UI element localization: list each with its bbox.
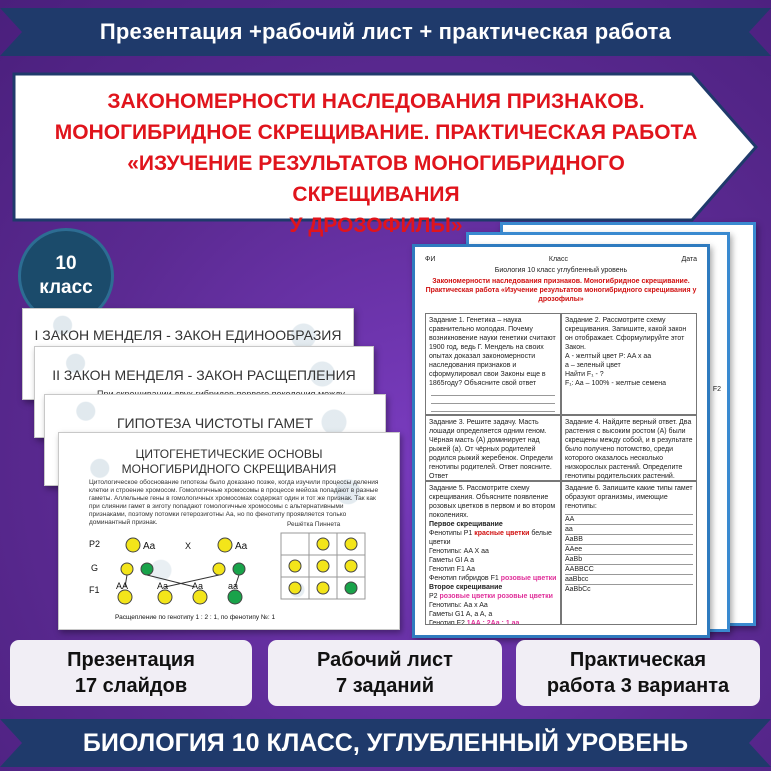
cross-x: X	[185, 541, 192, 551]
top-ribbon	[0, 8, 771, 56]
worksheet-front	[412, 244, 710, 638]
p2-label: P2	[89, 539, 101, 549]
task-6-row: aaBbcc	[565, 574, 693, 584]
gamete-2	[141, 563, 153, 575]
ribbon-notch-left	[0, 8, 22, 56]
punnett-label: Решётка Пиннета	[287, 521, 341, 528]
top-ribbon-text: Презентация +рабочий лист + практическая работа	[22, 8, 749, 56]
task-6-row: AAee	[565, 544, 693, 554]
f1-circle-3	[193, 590, 207, 604]
task-2-line-c: Найти F₁ - ?	[565, 371, 604, 378]
task-5-gametes-value: A a	[463, 557, 475, 564]
box-presentation-line-1: Презентация	[67, 649, 195, 671]
task-5-genotypes-2-value: Aa x Aa	[463, 602, 488, 609]
f1-label: F1	[89, 585, 100, 595]
f1-genotype-2: Aa	[157, 581, 169, 591]
cross-diagram	[85, 531, 385, 627]
title-line-2: МОНОГИБРИДНОЕ СКРЕЩИВАНИЕ. ПРАКТИЧЕСКАЯ РАБОТА	[54, 121, 698, 144]
box-worksheet-line-2: 7 заданий	[336, 675, 434, 697]
task-6-row: AaBB	[565, 534, 693, 544]
g-label: G	[91, 563, 99, 573]
task-6-text: Задание 6. Запишите какие типы гамет образуют организмы, имеющие генотипы:	[565, 485, 693, 510]
title-banner	[12, 72, 760, 237]
class-label: Класс	[548, 256, 568, 263]
task-2-line-b: a – зеленый цвет	[565, 362, 621, 369]
task-5-gametes: Гаметы GI	[429, 557, 463, 564]
task-6-row: AaBb	[565, 554, 693, 564]
punnett-square	[281, 533, 365, 599]
gamete-3	[213, 563, 225, 575]
slide-1-title: I ЗАКОН МЕНДЕЛЯ - ЗАКОН ЕДИНООБРАЗИЯ	[34, 327, 342, 343]
bottom-ribbon	[0, 719, 771, 767]
title-line-3: «ИЗУЧЕНИЕ РЕЗУЛЬТАТОВ МОНОГИБРИДНОГО СКРЕЩИВАНИЯ	[127, 152, 625, 206]
slide-4-title: ЦИТОГЕНЕТИЧЕСКИЕ ОСНОВЫ МОНОГИБРИДНОГО СКРЕЩИВАНИЯ	[121, 447, 337, 476]
worksheet-title: Закономерности наследования признаков. Моногибридное скрещивание. Практическая работа «Изучение результатов моногибридного скрещивания у дрозофилы»	[425, 278, 697, 303]
parent-2-circle	[218, 538, 232, 552]
task-5	[425, 481, 561, 625]
worksheet-head	[425, 255, 697, 304]
slide-4	[58, 432, 400, 630]
task-1-text: Задание 1. Генетика – наука сравнительно молодая. Почему возникновение науки генетики считают 1900 год, ведь Г. Мендель на своих опытах доказал закономерности наследования признаков и сформулировал свои Законы еще в 1865году? Объясните свой ответ	[429, 317, 556, 387]
box-practical-line-2: работа 3 варианта	[546, 675, 730, 697]
task-2-line-d: F₁: Aa – 100% - желтые семена	[565, 380, 666, 387]
task-5-genotype-f2: Генотип F2	[429, 620, 465, 625]
grade-word: класс	[39, 277, 93, 298]
bottom-ribbon-notch-left	[0, 719, 22, 767]
f1-genotype-4: aa	[228, 581, 239, 591]
task-6-row: AaBbCc	[565, 584, 693, 594]
f1-circle-2	[158, 590, 172, 604]
task-5-pink: розовые цветки	[500, 575, 557, 582]
task-6-row: AABBCC	[565, 564, 693, 574]
task-3	[425, 415, 561, 481]
slide-3-title: ГИПОТЕЗА ЧИСТОТЫ ГАМЕТ	[116, 415, 314, 431]
back-f2-label: F2	[712, 386, 721, 393]
date-label: Дата	[681, 256, 697, 263]
slide-2-title: II ЗАКОН МЕНДЕЛЯ - ЗАКОН РАСЩЕПЛЕНИЯ	[52, 367, 356, 383]
worksheet-subject: Биология 10 класс углубленный уровень	[494, 267, 628, 274]
task-5-genotypes: Генотипы:	[429, 548, 462, 555]
f1-genotype-3: Aa	[192, 581, 204, 591]
title-line-4: У ДРОЗОФИЛЫ»	[289, 214, 463, 237]
bottom-ribbon-text: БИОЛОГИЯ 10 КЛАСС, УГЛУБЛЕННЫЙ УРОВЕНЬ	[22, 719, 749, 767]
task-4-text: Задание 4. Найдите верный ответ. Два растения с высоким ростом (А) были скрещены между собой, и в результате было получено потомство, среди которого оказалось несколько низкорослых растений. Определите генотипы родительских растений.	[565, 419, 693, 480]
title-line-1: ЗАКОНОМЕРНОСТИ НАСЛЕДОВАНИЯ ПРИЗНАКОВ.	[107, 90, 645, 113]
fi-label: ФИ	[425, 256, 436, 263]
task-5-ratio: 1AA : 2Aa : 1 aa	[466, 620, 520, 625]
parent-1-genotype: Aa	[143, 541, 156, 552]
task-5-pink-2: розовые цветки	[439, 593, 496, 600]
task-1	[425, 313, 561, 415]
f1-genotype-1: AA	[116, 581, 129, 591]
task-4	[561, 415, 697, 481]
task-5-pink-3: розовые цветки	[497, 593, 553, 600]
parent-1-circle	[126, 538, 140, 552]
main-title	[46, 86, 706, 241]
parent-2-genotype: Aa	[235, 541, 248, 552]
task-2-line-a: А - желтый цвет P: AA x aa	[565, 353, 652, 360]
task-5-p2: P2	[429, 593, 438, 600]
task-6-table	[565, 514, 693, 594]
box-practical-line-1: Практическая	[569, 649, 707, 671]
f1-circle-4	[228, 590, 242, 604]
gamete-1	[121, 563, 133, 575]
bottom-ribbon-notch-right	[749, 719, 771, 767]
gamete-4	[233, 563, 245, 575]
task-5-white: белые цветки	[429, 530, 552, 546]
task-5-genotypes-value: AA X aa	[463, 548, 489, 555]
task-5-red: красные цветки	[474, 530, 530, 537]
box-worksheet-line-1: Рабочий лист	[317, 649, 453, 671]
task-5-second-cross: Второе скрещивание	[429, 584, 503, 591]
grade-number: 10	[55, 253, 77, 274]
box-presentation	[10, 640, 252, 706]
box-presentation-line-2: 17 слайдов	[74, 675, 188, 697]
task-3-answer: Ответ	[429, 473, 449, 480]
task-5-text: Задание 5. Рассмотрите схему скрещивания. Объясните появление розовых цветков в первом и во втором поколениях.	[429, 485, 556, 519]
task-5-gametes-2: Гаметы G1	[429, 611, 465, 618]
task-5-p1: Фенотипы P1	[429, 530, 473, 537]
ratio-text: Расщепление по генотипу 1 : 2 : 1, по фенотипу №: 1	[115, 614, 276, 621]
task-5-genotype-f1-value: Aa	[466, 566, 475, 573]
task-2	[561, 313, 697, 415]
task-5-genotypes-2: Генотипы:	[429, 602, 462, 609]
task-6-row: aa	[565, 524, 693, 534]
box-worksheet	[268, 640, 502, 706]
task-2-text: Задание 2. Рассмотрите схему скрещивания. Запишите, какой закон он отображает. Сформулируйте этот Закон.	[565, 317, 687, 351]
task-6	[561, 481, 697, 625]
task-5-first-cross: Первое скрещивание	[429, 521, 503, 528]
f1-circle-1	[118, 590, 132, 604]
task-5-phenotype-f1: Фенотип гибридов F1	[429, 575, 499, 582]
ribbon-notch-right	[749, 8, 771, 56]
task-3-text: Задание 3. Решите задачу. Масть лошади определяется одним геном. Чёрная масть (А) доминирует над рыжей (а). От чёрных родителей родился рыжий жеребенок. Определи генотипы родителей. Ответ поясните.	[429, 419, 553, 471]
task-6-row: AA	[565, 514, 693, 524]
slide-4-text: Цитологическое обоснование гипотезы было доказано позже, когда изучили процессы деления клетки и строение хромосом. Гомологичные хромосомы в процессе мейоза попадают в разные гаметы. Аллельные гены в гомологичных хромосомах содержат один и тот же признак. Так как при слиянии гамет в зиготу попадают гомологичные хромосомы с альтернативными признаками, поэтому потомки гетерозиготны Аа, но по фенотипу проявляется только доминантный признак.	[89, 479, 379, 526]
task-5-genotype-f1: Генотип F1	[429, 566, 465, 573]
box-practical	[516, 640, 760, 706]
task-5-gametes-2-value: A, a A, a	[465, 611, 493, 618]
